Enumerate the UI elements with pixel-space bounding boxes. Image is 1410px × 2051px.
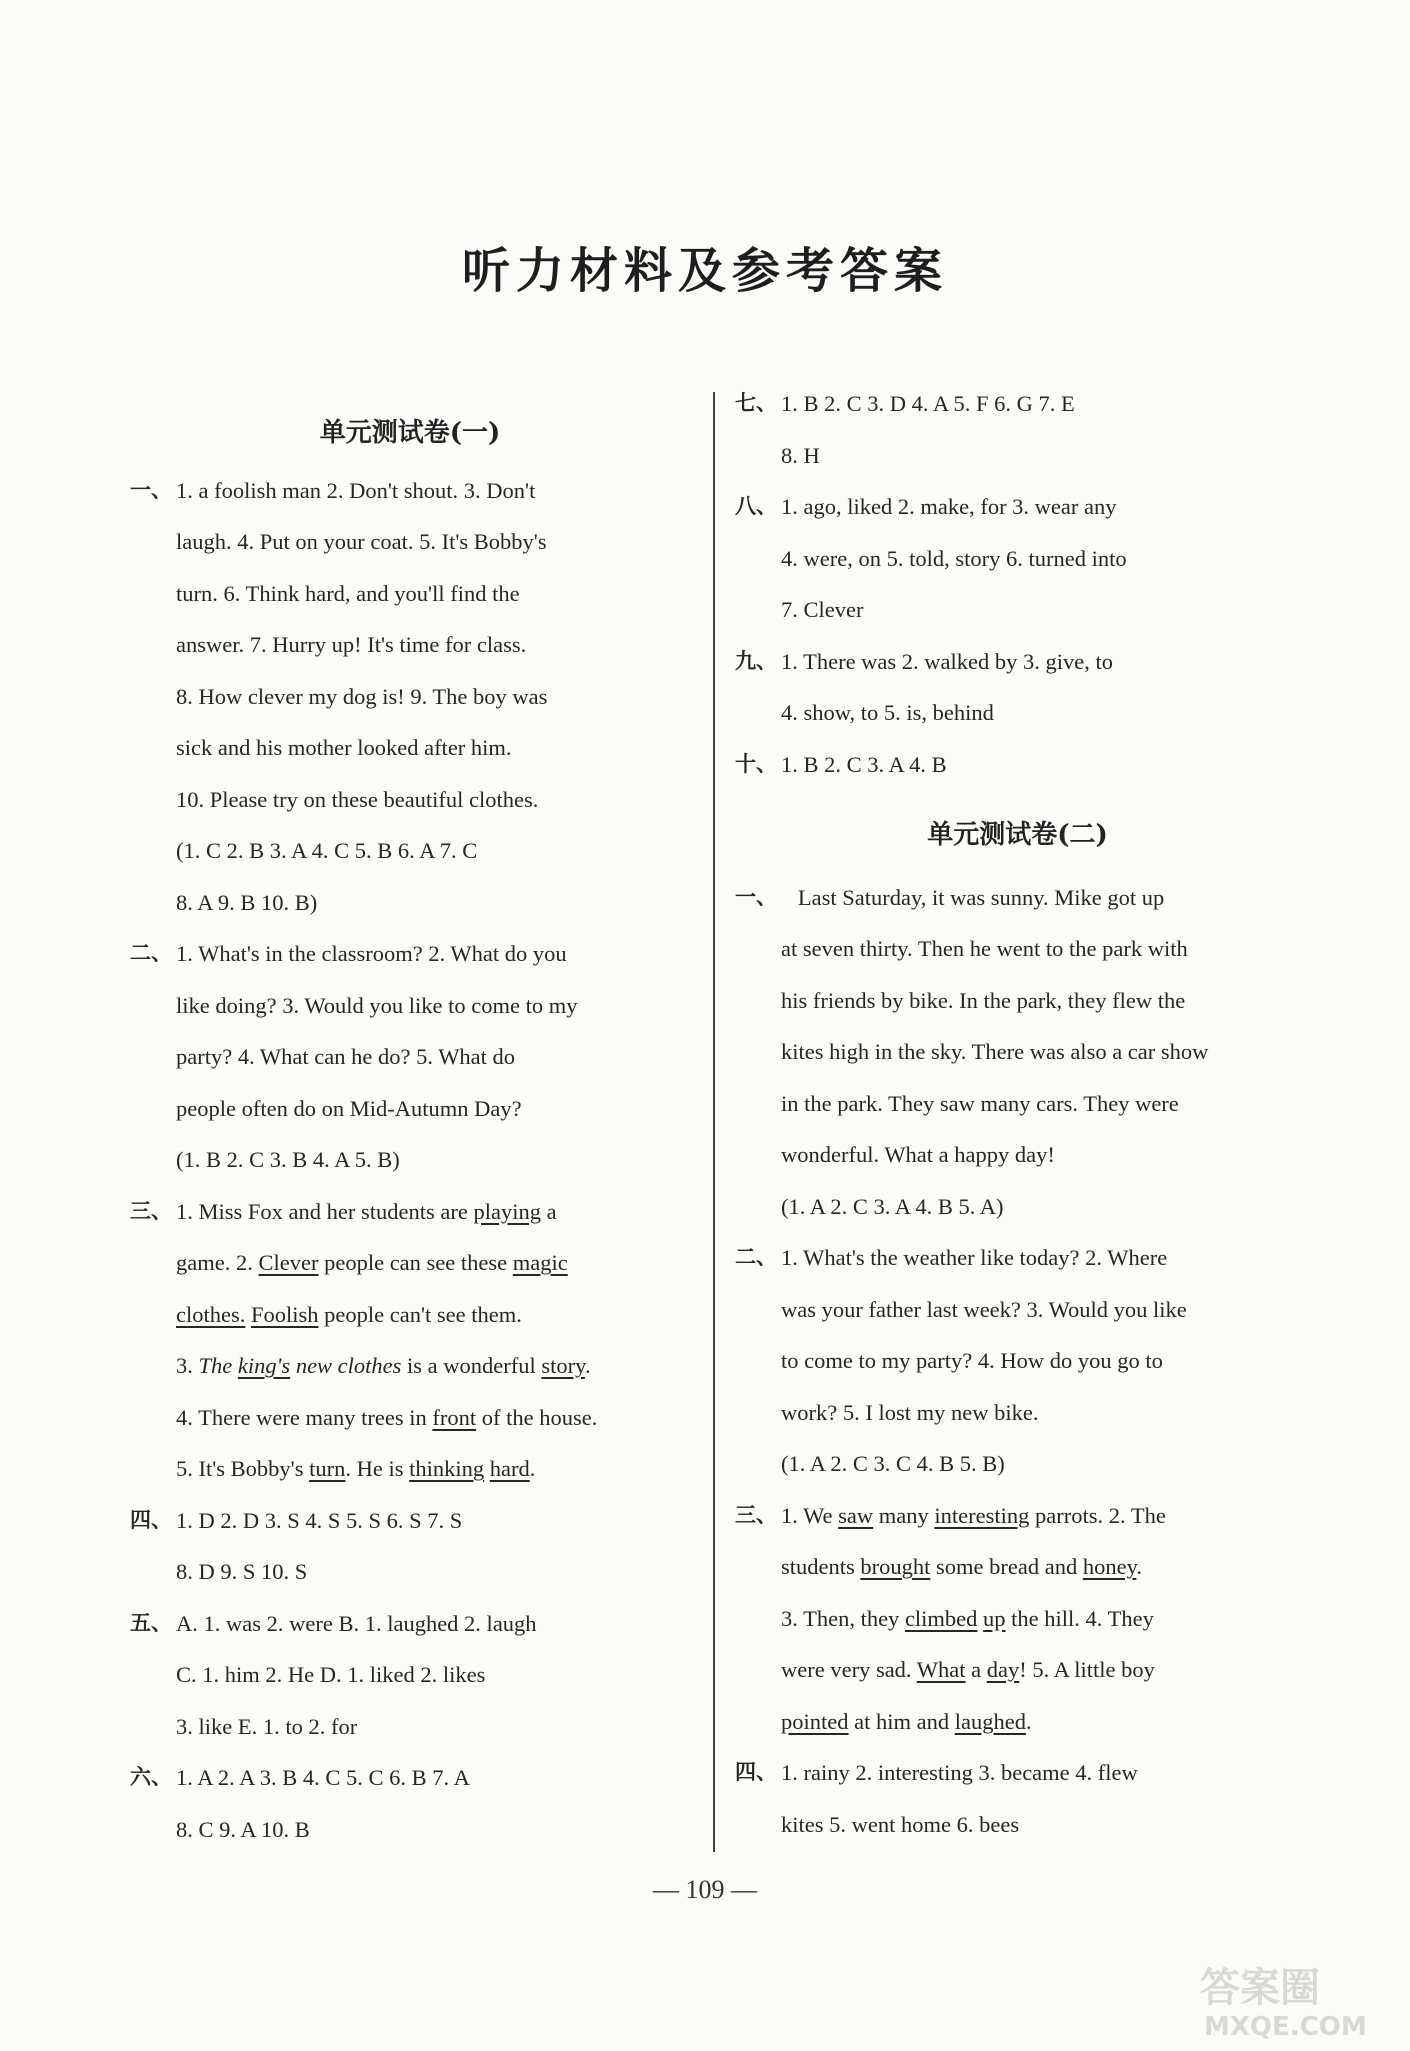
underlined-word: front [432, 1404, 477, 1430]
text-line: 1. What's in the classroom? 2. What do you [176, 941, 567, 966]
text-line: people often do on Mid-Autumn Day? [176, 1095, 522, 1121]
watermark-logo [1190, 1955, 1400, 2043]
section-label: 二、 [735, 1245, 777, 1269]
underlined-word: honey [1082, 1554, 1137, 1579]
text-line: his friends by bike. In the park, they flew the [781, 987, 1186, 1013]
underlined-word: Foolish [250, 1301, 319, 1327]
underlined-word: climbed [904, 1605, 978, 1631]
answer-line: 4. were, on 5. told, story 6. turned into [781, 545, 1127, 571]
text-line: were very sad. What a day! 5. A little boy [781, 1657, 1155, 1682]
unit1-section-6 [130, 1752, 690, 1855]
answer-line: 1. rainy 2. interesting 3. became 4. flew [781, 1760, 1138, 1785]
text-line: 1. We saw many interesting parrots. 2. The [781, 1502, 1166, 1528]
answer-line: kites 5. went home 6. bees [781, 1811, 1020, 1837]
text-line: sick and his mother looked after him. [176, 735, 512, 760]
text-line: 1. a foolish man 2. Don't shout. 3. Don't [176, 477, 536, 503]
text-line: 4. There were many trees in front of the house. [176, 1404, 598, 1430]
text-line: 5. It's Bobby's turn. He is thinking hard. [176, 1456, 536, 1481]
column-divider [713, 392, 715, 1852]
answer-line: (1. B 2. C 3. B 4. A 5. B) [176, 1147, 400, 1172]
answer-line: 8. H [781, 442, 820, 468]
unit1-section-10 [735, 739, 1300, 791]
text-line: wonderful. What a happy day! [781, 1142, 1055, 1167]
section-label: 一、 [130, 477, 172, 502]
section-label: 二、 [130, 941, 172, 965]
underlined-word: king's [237, 1353, 291, 1378]
text-line: game. 2. Clever people can see these magic [176, 1250, 568, 1275]
answer-line: 8. A 9. B 10. B) [176, 889, 318, 915]
left-column [130, 378, 690, 1855]
unit1-section-1 [130, 465, 690, 929]
answer-line: (1. A 2. C 3. A 4. B 5. A) [781, 1193, 1004, 1219]
underlined-word: laughed [954, 1708, 1026, 1734]
answer-line: 4. show, to 5. is, behind [781, 700, 994, 725]
underlined-word: clothes. [176, 1301, 246, 1327]
text-line: 3. The king's new clothes is a wonderful story. [176, 1353, 591, 1378]
text-line: 3. Then, they climbed up the hill. 4. They [781, 1605, 1154, 1631]
unit1-section-5 [130, 1598, 690, 1753]
text-line: Last Saturday, it was sunny. Mike got up [781, 884, 1165, 910]
text-line: 1. What's the weather like today? 2. Where [781, 1245, 1168, 1270]
answer-line: 1. ago, liked 2. make, for 3. wear any [781, 494, 1117, 519]
underlined-word: brought [860, 1554, 931, 1579]
underlined-word: day [986, 1657, 1020, 1682]
answer-line: 1. D 2. D 3. S 4. S 5. S 6. S 7. S [176, 1507, 463, 1533]
unit2-section-1 [735, 872, 1300, 1233]
text-line: pointed at him and laughed. [781, 1708, 1032, 1734]
unit1-section-4 [130, 1495, 690, 1598]
section-label: 九、 [735, 648, 777, 673]
text-line: laugh. 4. Put on your coat. 5. It's Bobby's [176, 529, 547, 554]
answer-line: 1. A 2. A 3. B 4. C 5. C 6. B 7. A [176, 1765, 470, 1790]
answer-line: 8. C 9. A 10. B [176, 1816, 310, 1842]
unit1-section-7 [735, 378, 1300, 481]
section-label: 三、 [735, 1502, 777, 1527]
text-line: was your father last week? 3. Would you like [781, 1296, 1187, 1322]
underlined-word: playing [473, 1198, 541, 1224]
text-line: 10. Please try on these beautiful clothes. [176, 786, 539, 812]
text-line: students brought some bread and honey. [781, 1554, 1142, 1579]
text-line: in the park. They saw many cars. They were [781, 1090, 1179, 1116]
section-label: 六、 [130, 1765, 172, 1789]
unit2-section-4 [735, 1747, 1300, 1850]
answer-line: C. 1. him 2. He D. 1. liked 2. likes [176, 1662, 486, 1687]
text-line: 8. How clever my dog is! 9. The boy was [176, 683, 548, 709]
answer-line: (1. C 2. B 3. A 4. C 5. B 6. A 7. C [176, 838, 478, 863]
text-line: answer. 7. Hurry up! It's time for class. [176, 632, 527, 657]
answer-line: 3. like E. 1. to 2. for [176, 1713, 358, 1739]
text-line: at seven thirty. Then he went to the park with [781, 936, 1188, 961]
underlined-word: interesting [934, 1502, 1030, 1528]
right-column [735, 378, 1300, 1850]
answer-line: 7. Clever [781, 597, 864, 622]
text-line: work? 5. I lost my new bike. [781, 1399, 1039, 1425]
text-line: kites high in the sky. There was also a car show [781, 1039, 1209, 1064]
underlined-word: story [541, 1353, 585, 1378]
underlined-word: thinking [409, 1456, 485, 1481]
section-label: 四、 [130, 1507, 172, 1532]
text-line: clothes. Foolish people can't see them. [176, 1301, 522, 1327]
answer-line: A. 1. was 2. were B. 1. laughed 2. laugh [176, 1610, 537, 1636]
answer-line: 1. There was 2. walked by 3. give, to [781, 648, 1114, 674]
unit1-section-9 [735, 636, 1300, 739]
section-label: 五、 [130, 1610, 172, 1635]
underlined-word: saw [838, 1502, 874, 1528]
underlined-word: up [983, 1605, 1006, 1631]
unit2-title: 单元测试卷(二) [927, 820, 1108, 850]
unit2-section-3 [735, 1490, 1300, 1748]
underlined-word: pointed [781, 1708, 849, 1734]
underlined-word: hard [489, 1456, 530, 1481]
section-label: 一、 [735, 884, 777, 909]
page-number: — 109 — [653, 1875, 757, 1904]
page-title: 听力材料及参考答案 [461, 243, 948, 299]
text-line: to come to my party? 4. How do you go to [781, 1348, 1163, 1373]
underlined-word: Clever [258, 1250, 319, 1275]
section-label: 八、 [735, 494, 777, 518]
unit1-section-3 [130, 1186, 690, 1495]
text-line: turn. 6. Think hard, and you'll find the [176, 580, 520, 606]
answer-line: 1. B 2. C 3. A 4. B [781, 751, 947, 777]
answer-line: (1. A 2. C 3. C 4. B 5. B) [781, 1451, 1005, 1476]
underlined-word: magic [512, 1250, 568, 1275]
section-label: 十、 [735, 751, 777, 776]
unit1-section-2 [130, 928, 690, 1186]
section-label: 七、 [735, 391, 777, 415]
unit1-section-8 [735, 481, 1300, 636]
underlined-word: What [916, 1657, 966, 1682]
text-line: party? 4. What can he do? 5. What do [176, 1044, 516, 1069]
text-line: 1. Miss Fox and her students are playing a [176, 1198, 557, 1224]
svg-text:MXQE.COM: MXQE.COM [1204, 2012, 1367, 2042]
underlined-word: turn [309, 1456, 346, 1481]
answer-line: 1. B 2. C 3. D 4. A 5. F 6. G 7. E [781, 391, 1075, 416]
text-line: like doing? 3. Would you like to come to my [176, 992, 578, 1018]
svg-text:答案圈: 答案圈 [1200, 1965, 1320, 2011]
section-label: 四、 [735, 1760, 777, 1784]
unit1-title: 单元测试卷(一) [319, 418, 501, 448]
answer-line: 8. D 9. S 10. S [176, 1559, 308, 1584]
unit2-section-2 [735, 1232, 1300, 1490]
section-label: 三、 [130, 1198, 172, 1223]
